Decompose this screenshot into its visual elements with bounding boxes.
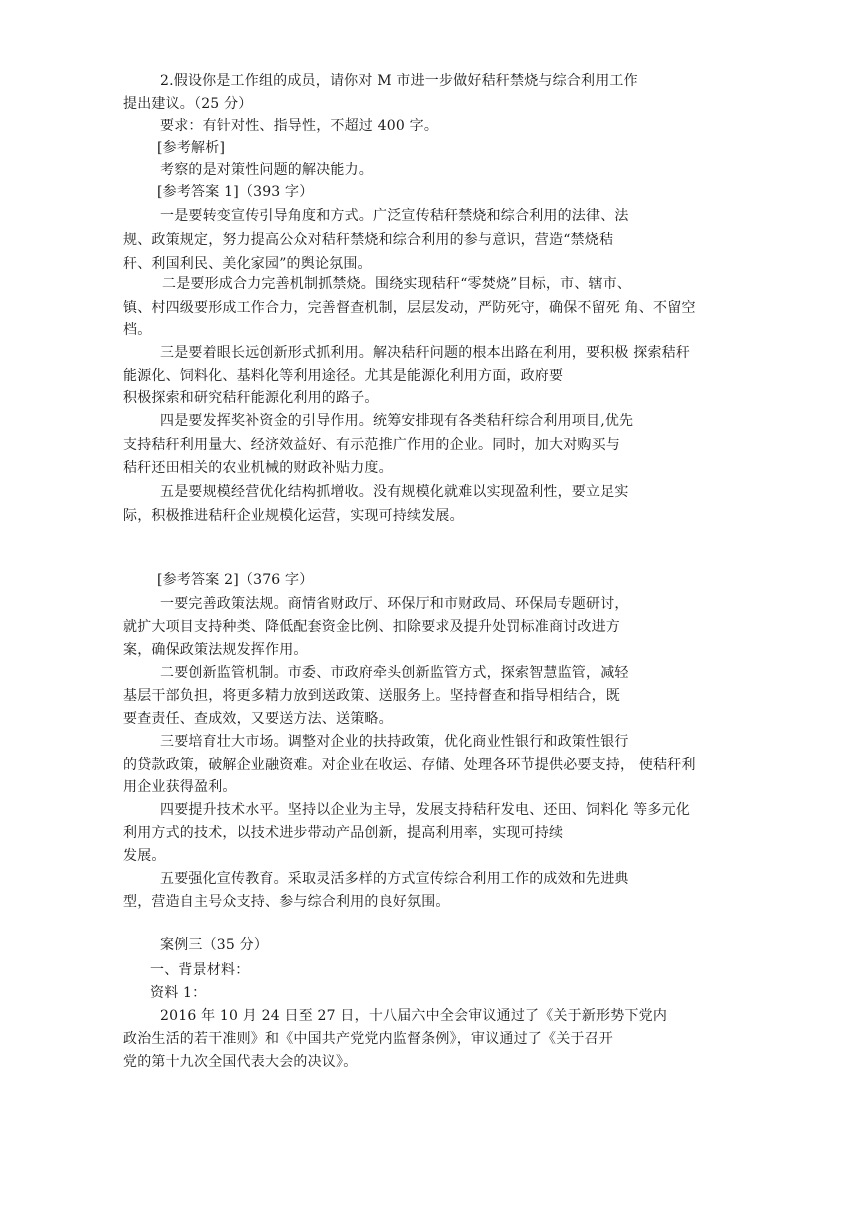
- requirement-text: 要求：有针对性、指导性，不超过 400 字。: [160, 118, 439, 134]
- case3-title: 案例三（35 分）: [160, 937, 269, 953]
- answer2-line: 案，确保政策法规发挥作用。: [123, 642, 308, 658]
- answer1-line: 秸秆还田相关的农业机械的财政补贴力度。: [123, 460, 393, 476]
- answer2-line: 三要培育壮大市场。调整对企业的扶持政策，优化商业性银行和政策性银行: [160, 734, 629, 750]
- case3-line: 党的第十九次全国代表大会的决议》。: [123, 1054, 358, 1070]
- answer2-line: 基层干部负担，将更多精力放到送政策、送服务上。坚持督查和指导相结合，既: [123, 688, 620, 704]
- answer1-line: 档。: [123, 322, 152, 338]
- answer1-line: 秆、利国利民、美化家园”的舆论氛围。: [123, 256, 372, 272]
- answer2-line: 就扩大项目支持种类、降低配套资金比例、扣除要求及提升处罚标准商讨改进方: [123, 619, 620, 635]
- answer1-line: 一是要转变宣传引导角度和方式。广泛宣传秸秆禁烧和综合利用的法律、法: [160, 208, 629, 224]
- answer1-line: 际，积极推进秸秆企业规模化运营，实现可持续发展。: [123, 508, 464, 524]
- answer2-line: 的贷款政策，破解企业融资难。对企业在收运、存储、处理各环节提供必要支持， 使秸秆利: [123, 757, 696, 773]
- answer1-header: [参考答案 1]（393 字）: [157, 184, 314, 200]
- case3-section-heading: 一、背景材料：: [150, 962, 250, 978]
- answer1-line: 规、政策规定，努力提高公众对秸秆禁烧和综合利用的参与意识，营造“禁烧秸: [123, 232, 614, 248]
- answer1-line: 二是要形成合力完善机制抓禁烧。围绕实现秸秆“零焚烧”目标，市、辖市、: [162, 276, 632, 292]
- answer1-line: 积极探索和研究秸秆能源化利用的路子。: [123, 390, 379, 406]
- answer2-line: 四要提升技术水平。坚持以企业为主导，发展支持秸秆发电、还田、饲料化 等多元化: [160, 802, 691, 818]
- analysis-header: [参考解析]: [157, 140, 226, 156]
- answer1-line: 支持秸秆利用量大、经济效益好、有示范推广作用的企业。同时，加大对购买与: [123, 437, 620, 453]
- answer1-line: 能源化、饲料化、基料化等利用途径。尤其是能源化利用方面，政府要: [123, 368, 564, 384]
- answer2-line: 型，营造自主号众支持、参与综合利用的良好氛围。: [123, 894, 450, 910]
- case3-line: 2016 年 10 月 24 日至 27 日，十八届六中全会审议通过了《关于新形势下党内: [160, 1008, 668, 1024]
- answer2-header: [参考答案 2]（376 字）: [157, 572, 314, 588]
- answer2-line: 发展。: [123, 848, 166, 864]
- answer2-line: 一要完善政策法规。商情省财政厅、环保厅和市财政局、环保局专题研讨，: [160, 596, 629, 612]
- answer2-line: 二要创新监管机制。市委、市政府牵头创新监管方式，探索智慧监管，减轻: [160, 665, 629, 681]
- case3-line: 政治生活的若干准则》和《中国共产党党内监督条例》，审议通过了《关于召开: [123, 1031, 613, 1047]
- case3-material-label: 资料 1：: [150, 985, 207, 1001]
- answer1-line: 镇、村四级要形成工作合力，完善督查机制，层层发动，严防死守，确保不留死 角、不留空: [123, 300, 696, 316]
- question-line-2: 提出建议。（25 分）: [123, 96, 253, 112]
- question-line-1: 2.假设你是工作组的成员，请你对 M 市进一步做好秸秆禁烧与综合利用工作: [160, 73, 638, 89]
- answer2-line: 用企业获得盈利。: [123, 779, 237, 795]
- answer2-line: 利用方式的技术，以技术进步带动产品创新，提高利用率，实现可持续: [123, 825, 564, 841]
- answer1-line: 三是要着眼长远创新形式抓利用。解决秸秆问题的根本出路在利用，要积极 探索秸秆: [160, 345, 691, 361]
- analysis-text: 考察的是对策性问题的解决能力。: [160, 162, 373, 178]
- answer2-line: 五要强化宣传教育。采取灵活多样的方式宣传综合利用工作的成效和先进典: [160, 871, 629, 887]
- answer2-line: 要查责任、查成效，又要送方法、送策略。: [123, 711, 393, 727]
- answer1-line: 四是要发挥奖补资金的引导作用。统筹安排现有各类秸秆综合利用项目,优先: [160, 413, 634, 429]
- answer1-line: 五是要规模经营优化结构抓增收。没有规模化就难以实现盈利性，要立足实: [160, 484, 629, 500]
